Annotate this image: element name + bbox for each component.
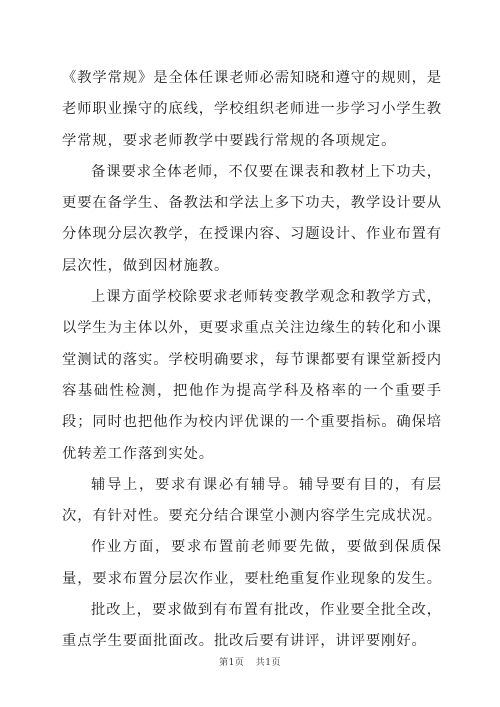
document-body bbox=[62, 63, 442, 658]
page-number-current: 第1页 bbox=[219, 658, 245, 668]
page-footer bbox=[0, 655, 500, 668]
paragraph-3: 上课方面学校除要求老师转变教学观念和教学方式，以学生为主体以外，更要求重点关注边缘生的转化和小课堂测试的落实。学校明确要求，每节课都要有课堂新授内容基础性检测，把他作为提高学科及格率的一个重要手段；同时也把他作为校内评优课的一个重要指标。确保培优转差工作落到实处。 bbox=[62, 289, 442, 462]
paragraph-2: 备课要求全体老师，不仅要在课表和教材上下功夫，更要在备学生、备教法和学法上多下功夫，教学设计要从分体现分层次教学，在授课内容、习题设计、作业布置有层次性，做到因材施教。 bbox=[62, 163, 442, 274]
paragraph-6: 批改上，要求做到有布置有批改，作业要全批全改，重点学生要面批面改。批改后要有讲评，讲评要刚好。 bbox=[62, 602, 442, 650]
paragraph-5: 作业方面，要求布置前老师要先做，要做到保质保量，要求布置分层次作业，要杜绝重复作业现象的发生。 bbox=[62, 539, 442, 587]
paragraph-1: 《教学常规》是全体任课老师必需知晓和遵守的规则，是老师职业操守的底线，学校组织老师进一步学习小学生教学常规，要求老师教学中要践行常规的各项规定。 bbox=[62, 70, 442, 149]
paragraph-4: 辅导上，要求有课必有辅导。辅导要有目的，有层次，有针对性。要充分结合课堂小测内容学生完成状况。 bbox=[62, 476, 442, 525]
page-number-total: 共1页 bbox=[255, 658, 281, 668]
